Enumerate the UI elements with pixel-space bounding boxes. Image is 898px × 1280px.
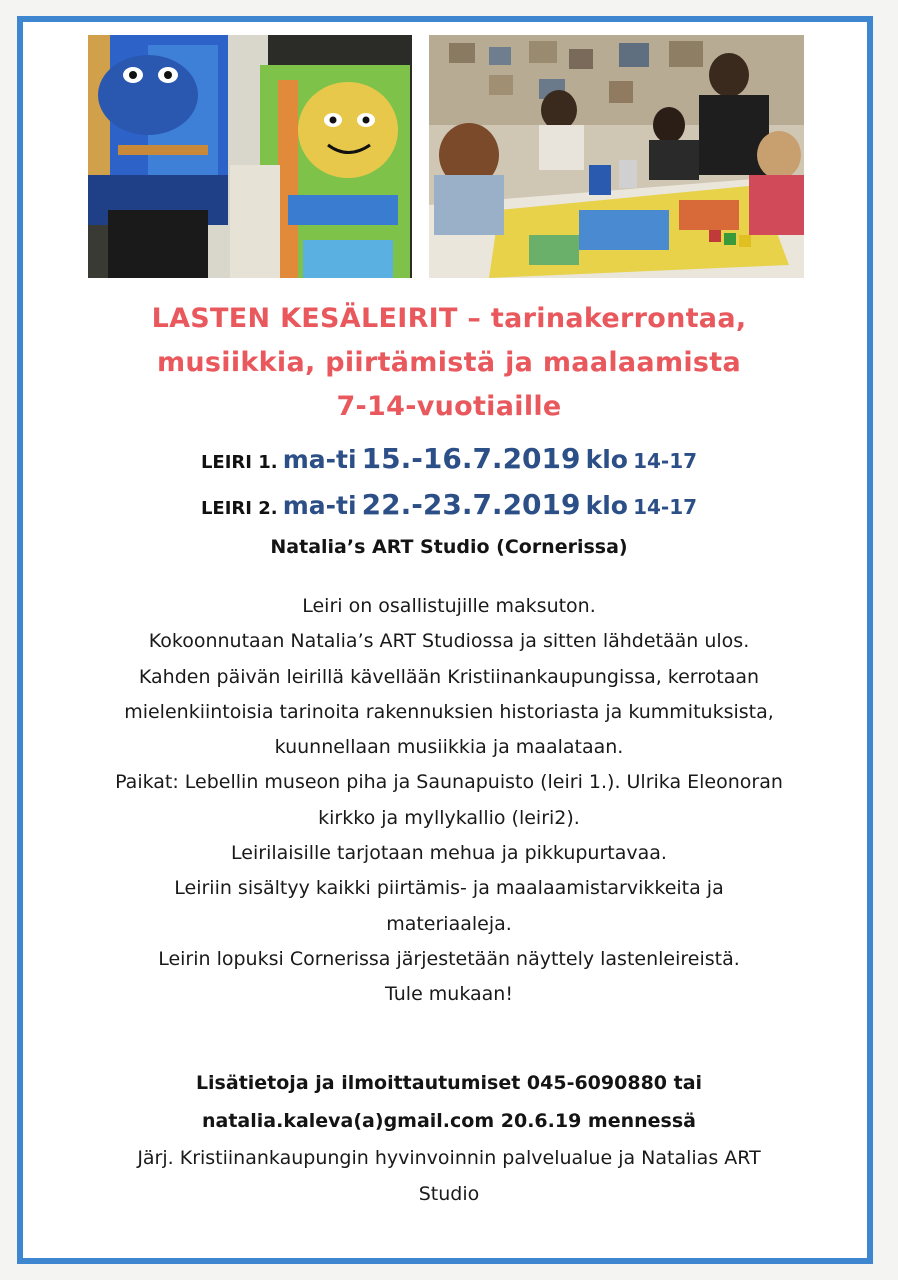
cat-paintings-photo	[88, 35, 412, 278]
camp-2-klo: klo	[585, 491, 628, 520]
description-line: Leiriin sisältyy kaikki piirtämis- ja maalaamistarvikkeita ja	[174, 877, 724, 900]
camp-1-dates: 15.-16.7.2019	[361, 442, 581, 475]
camp-1-klo: klo	[585, 445, 628, 474]
contact-line-1: Lisätietoja ja ilmoittautumiset 045-6090880 tai	[195, 1072, 703, 1094]
description-line: Leiri on osallistujille maksuton.	[302, 595, 596, 617]
headline	[20, 297, 878, 429]
organizer-line-2: Studio	[418, 1183, 480, 1205]
description-line: Leirin lopuksi Cornerissa järjestetään näyttely lastenleireistä.	[158, 947, 740, 970]
camp-2-time: 14-17	[633, 495, 698, 519]
contact-info	[20, 1064, 878, 1140]
camp-1-days: ma-ti	[282, 445, 357, 474]
camp-2-schedule	[20, 488, 878, 521]
headline-line-3: 7-14-vuotiaille	[336, 391, 562, 422]
camp-2-dates: 22.-23.7.2019	[361, 488, 581, 521]
camp-1-label: LEIRI 1.	[200, 452, 278, 473]
camp-1-schedule	[20, 442, 878, 475]
description-line: Paikat: Lebellin museon piha ja Saunapuisto (leiri 1.). Ulrika Eleonoran	[115, 771, 783, 794]
children-painting-photo	[429, 35, 804, 278]
organizer	[20, 1140, 878, 1212]
headline-line-1: LASTEN KESÄLEIRIT – tarinakerrontaa,	[151, 303, 747, 334]
headline-line-2: musiikkia, piirtämistä ja maalaamista	[156, 347, 742, 378]
camp-2-days: ma-ti	[282, 491, 357, 520]
description-line: Kahden päivän leirillä kävellään Kristiinankaupungissa, kerrotaan	[138, 665, 760, 688]
venue: Natalia’s ART Studio (Cornerissa)	[270, 536, 628, 558]
description-line: Kokoonnutaan Natalia’s ART Studiossa ja sitten lähdetään ulos.	[148, 630, 750, 653]
camp-1-time: 14-17	[633, 449, 698, 473]
description-line: kuunnellaan musiikkia ja maalataan.	[274, 736, 624, 759]
description-line: Leirilaisille tarjotaan mehua ja pikkupurtavaa.	[231, 842, 667, 865]
camp-2-label: LEIRI 2.	[200, 498, 278, 519]
description-line: Tule mukaan!	[385, 983, 513, 1006]
description-line: mielenkiintoisia tarinoita rakennuksien historiasta ja kummituksista,	[124, 700, 774, 723]
contact-line-2: natalia.kaleva(a)gmail.com 20.6.19 mennessä	[202, 1110, 696, 1132]
description	[24, 589, 874, 1013]
description-line: kirkko ja myllykallio (leiri2).	[318, 806, 580, 829]
description-line: materiaaleja.	[386, 912, 512, 935]
organizer-line-1: Järj. Kristiinankaupungin hyvinvoinnin palvelualue ja Natalias ART	[137, 1147, 761, 1169]
